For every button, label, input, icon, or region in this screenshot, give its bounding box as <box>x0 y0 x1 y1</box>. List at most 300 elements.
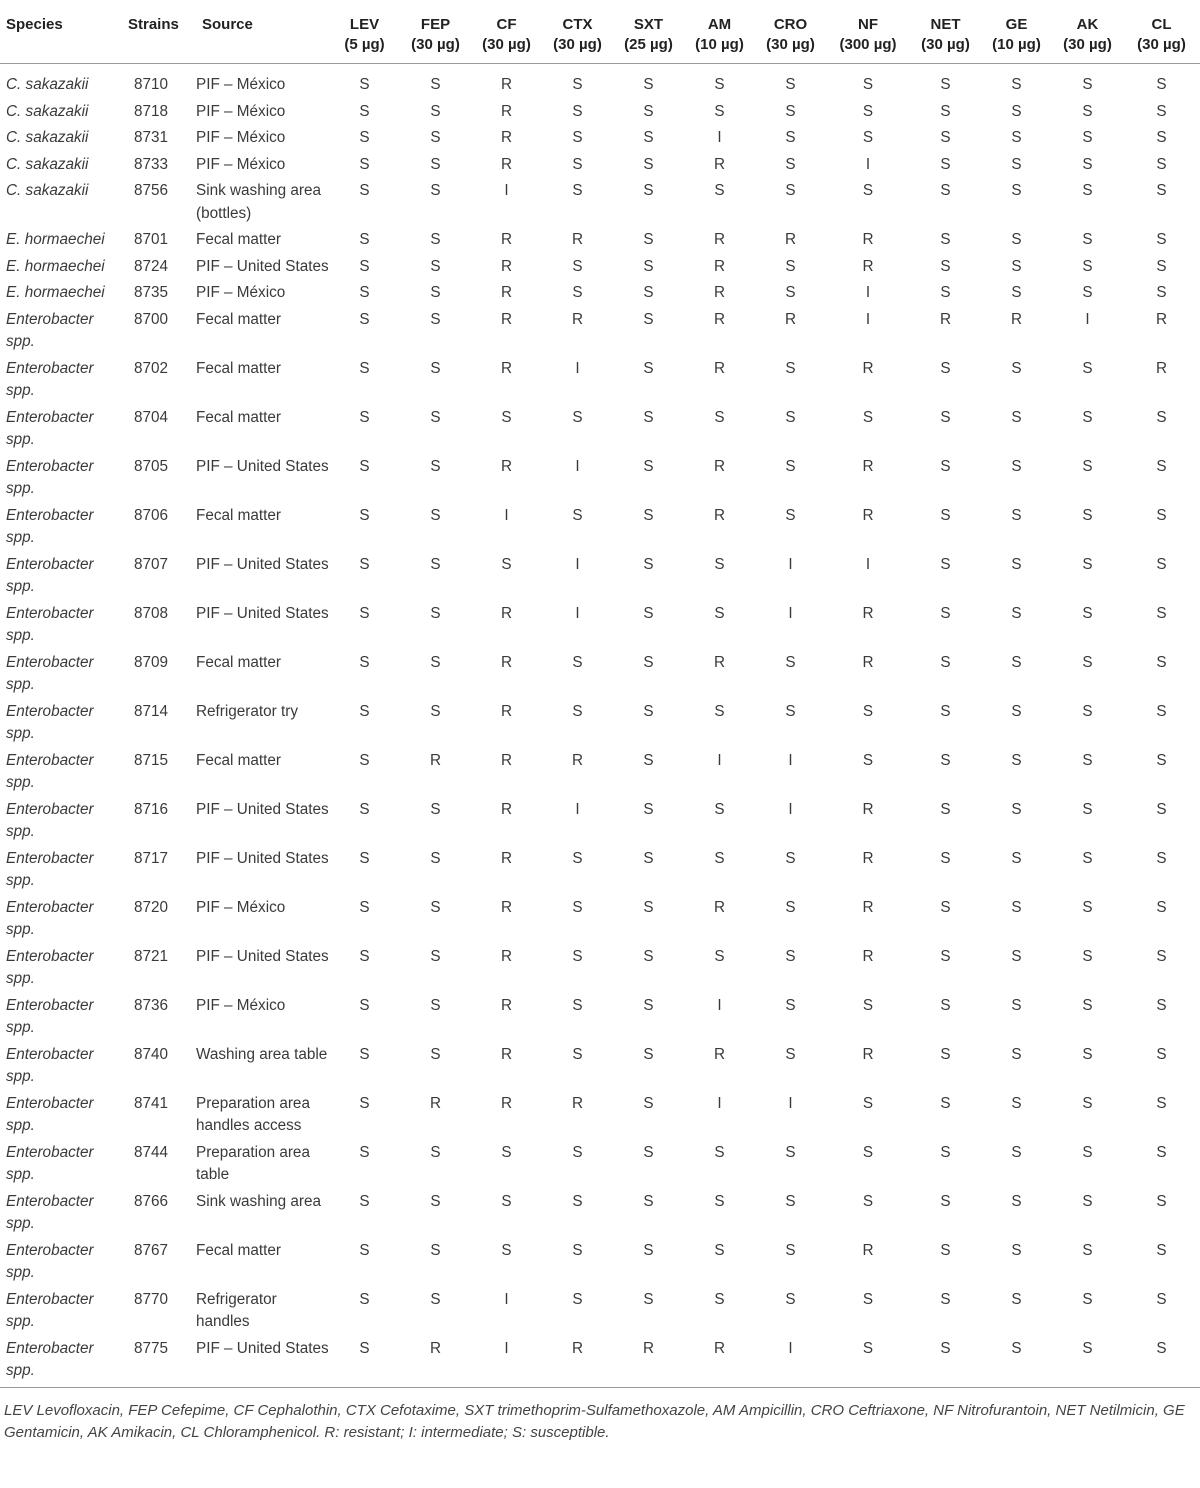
result-cell-ge: S <box>1011 359 1022 377</box>
result-cell-sxt: S <box>643 947 654 965</box>
strain-cell: 8700 <box>134 310 169 328</box>
table-row <box>0 282 1200 309</box>
result-cell-lev: S <box>359 257 370 275</box>
species-cell: E. hormaechei <box>6 231 105 248</box>
result-cell-nf: S <box>862 408 874 426</box>
result-cell-ak: S <box>1082 257 1093 275</box>
table-body <box>0 64 1200 1388</box>
species-cell: Enterobacter spp. <box>6 898 94 938</box>
species-cell: Enterobacter spp. <box>6 310 94 350</box>
result-cell-ge: S <box>1011 155 1022 173</box>
species-cell: E. hormaechei <box>6 257 105 275</box>
source-cell: Sink washing area (bottles) <box>196 182 321 222</box>
result-cell-sxt: S <box>643 359 654 377</box>
antibiotic-code: CL <box>1151 16 1172 33</box>
result-cell-cl: S <box>1156 947 1167 965</box>
species-cell: Enterobacter spp. <box>6 996 94 1036</box>
result-cell-cf: R <box>500 947 513 965</box>
result-cell-cro: S <box>785 408 796 426</box>
result-cell-ctx: R <box>571 1339 584 1357</box>
result-cell-sxt: S <box>643 231 654 248</box>
result-cell-nf: S <box>862 1192 874 1210</box>
result-cell-sxt: S <box>643 506 654 524</box>
result-cell-ctx: S <box>572 76 583 93</box>
strain-cell: 8718 <box>134 102 169 120</box>
result-cell-cf: R <box>500 359 513 377</box>
result-cell-ge: S <box>1011 1339 1022 1357</box>
result-cell-am: R <box>713 257 726 275</box>
antibiotic-code: LEV <box>349 16 380 33</box>
result-cell-cl: S <box>1156 155 1167 173</box>
header-ctx <box>542 0 613 64</box>
result-cell-ge: S <box>1011 653 1022 671</box>
result-cell-fep: R <box>429 751 442 769</box>
antibiotic-code: SXT <box>633 16 664 33</box>
result-cell-cl: S <box>1156 800 1167 818</box>
result-cell-am: I <box>717 751 722 769</box>
result-cell-cf: S <box>501 1192 512 1210</box>
source-cell: PIF – United States <box>196 604 329 622</box>
species-cell: Enterobacter spp. <box>6 408 94 448</box>
table-row <box>0 1289 1200 1338</box>
result-cell-ak: S <box>1082 506 1093 524</box>
result-cell-ak: S <box>1082 231 1093 248</box>
result-cell-fep: S <box>430 996 441 1014</box>
result-cell-ge: S <box>1011 1290 1022 1308</box>
result-cell-lev: S <box>359 604 370 622</box>
result-cell-ctx: I <box>575 604 580 622</box>
result-cell-nf: S <box>862 1290 874 1308</box>
result-cell-cl: S <box>1156 751 1167 769</box>
result-cell-lev: S <box>359 555 370 573</box>
strain-cell: 8702 <box>134 359 169 377</box>
result-cell-sxt: S <box>643 102 654 120</box>
species-cell: Enterobacter spp. <box>6 800 94 840</box>
result-cell-am: I <box>717 129 722 146</box>
result-cell-ge: S <box>1011 996 1022 1014</box>
species-cell: Enterobacter spp. <box>6 1339 94 1379</box>
result-cell-cf: R <box>500 800 513 818</box>
species-cell: C. sakazakii <box>6 102 89 120</box>
source-cell: Fecal matter <box>196 408 282 426</box>
result-cell-cro: S <box>785 155 796 173</box>
result-cell-net: S <box>940 182 951 199</box>
result-cell-cl: R <box>1155 310 1168 328</box>
table-row <box>0 1142 1200 1191</box>
result-cell-fep: S <box>430 604 441 622</box>
result-cell-net: S <box>940 898 951 916</box>
result-cell-net: S <box>940 1192 951 1210</box>
result-cell-am: S <box>714 604 725 622</box>
result-cell-cro: S <box>785 359 796 377</box>
result-cell-ak: S <box>1082 1192 1093 1210</box>
source-cell: PIF – México <box>196 898 286 916</box>
result-cell-ge: R <box>1010 310 1023 328</box>
result-cell-ge: S <box>1011 849 1022 867</box>
result-cell-cro: S <box>785 102 796 120</box>
result-cell-lev: S <box>359 800 370 818</box>
strain-cell: 8721 <box>134 947 169 965</box>
result-cell-ctx: S <box>572 1241 583 1259</box>
result-cell-ak: S <box>1082 1143 1093 1161</box>
result-cell-ak: S <box>1082 1045 1093 1063</box>
result-cell-ctx: S <box>572 408 583 426</box>
result-cell-fep: S <box>430 76 441 93</box>
result-cell-sxt: S <box>643 310 654 328</box>
result-cell-ak: S <box>1082 129 1093 146</box>
result-cell-am: R <box>713 1045 726 1063</box>
result-cell-ak: S <box>1082 604 1093 622</box>
result-cell-cl: S <box>1156 129 1167 146</box>
species-cell: Enterobacter spp. <box>6 947 94 987</box>
antibiotic-dose: (30 µg) <box>1137 36 1186 53</box>
result-cell-cf: R <box>500 155 513 173</box>
result-cell-ctx: I <box>575 800 580 818</box>
result-cell-cl: S <box>1156 702 1167 720</box>
result-cell-cf: R <box>500 751 513 769</box>
result-cell-nf: R <box>862 1045 874 1063</box>
result-cell-am: S <box>714 947 725 965</box>
result-cell-fep: S <box>430 129 441 146</box>
species-cell: Enterobacter spp. <box>6 1241 94 1281</box>
strain-cell: 8708 <box>134 604 169 622</box>
result-cell-fep: S <box>430 310 441 328</box>
result-cell-ge: S <box>1011 604 1022 622</box>
result-cell-cf: R <box>500 310 513 328</box>
result-cell-cl: S <box>1156 898 1167 916</box>
result-cell-ge: S <box>1011 702 1022 720</box>
result-cell-am: S <box>714 702 725 720</box>
header-nf <box>826 0 910 64</box>
result-cell-lev: S <box>359 849 370 867</box>
antibiotic-dose: (300 µg) <box>839 36 897 53</box>
strain-cell: 8724 <box>134 257 169 275</box>
result-cell-ge: S <box>1011 457 1022 475</box>
result-cell-cro: S <box>785 257 796 275</box>
result-cell-cf: R <box>500 996 513 1014</box>
result-cell-nf: R <box>862 257 874 275</box>
result-cell-fep: S <box>430 849 441 867</box>
result-cell-net: S <box>940 702 951 720</box>
antibiotic-dose: (30 µg) <box>766 36 815 53</box>
result-cell-cl: S <box>1156 284 1167 301</box>
result-cell-lev: S <box>359 1094 370 1112</box>
result-cell-ak: S <box>1082 702 1093 720</box>
result-cell-ge: S <box>1011 182 1022 199</box>
result-cell-cro: S <box>785 1192 796 1210</box>
result-cell-ge: S <box>1011 800 1022 818</box>
table-row <box>0 995 1200 1044</box>
result-cell-am: S <box>714 800 725 818</box>
result-cell-cl: S <box>1156 257 1167 275</box>
antibiotic-dose: (30 µg) <box>921 36 970 53</box>
result-cell-lev: S <box>359 1290 370 1308</box>
result-cell-sxt: S <box>643 457 654 475</box>
result-cell-ak: S <box>1082 1241 1093 1259</box>
antibiotic-dose: (30 µg) <box>411 36 460 53</box>
result-cell-cf: R <box>500 129 513 146</box>
table-row <box>0 256 1200 283</box>
strain-cell: 8710 <box>134 76 169 93</box>
result-cell-sxt: S <box>643 1241 654 1259</box>
result-cell-cro: S <box>785 182 796 199</box>
result-cell-cro: S <box>785 1045 796 1063</box>
result-cell-cl: R <box>1155 359 1168 377</box>
result-cell-cf: I <box>504 1339 509 1357</box>
result-cell-ctx: S <box>572 506 583 524</box>
result-cell-cro: S <box>785 996 796 1014</box>
result-cell-am: R <box>713 898 726 916</box>
result-cell-ge: S <box>1011 129 1022 146</box>
result-cell-sxt: S <box>643 1045 654 1063</box>
result-cell-net: S <box>940 1045 951 1063</box>
strain-cell: 8704 <box>134 408 169 426</box>
result-cell-ak: S <box>1082 555 1093 573</box>
result-cell-sxt: S <box>643 155 654 173</box>
result-cell-ctx: S <box>572 1192 583 1210</box>
result-cell-cf: R <box>500 702 513 720</box>
result-cell-net: S <box>940 359 951 377</box>
result-cell-ge: S <box>1011 231 1022 248</box>
antibiotic-code: GE <box>1005 16 1028 33</box>
result-cell-ctx: S <box>572 849 583 867</box>
result-cell-cro: S <box>785 653 796 671</box>
result-cell-net: S <box>940 653 951 671</box>
result-cell-ctx: S <box>572 898 583 916</box>
species-cell: Enterobacter spp. <box>6 604 94 644</box>
result-cell-lev: S <box>359 76 370 93</box>
source-cell: PIF – México <box>196 102 286 120</box>
result-cell-ak: S <box>1082 76 1093 93</box>
result-cell-ak: S <box>1082 751 1093 769</box>
antibiotic-code: CTX <box>562 16 593 33</box>
result-cell-ge: S <box>1011 1192 1022 1210</box>
result-cell-cf: R <box>500 257 513 275</box>
result-cell-nf: R <box>862 653 874 671</box>
result-cell-am: S <box>714 76 725 93</box>
result-cell-cl: S <box>1156 408 1167 426</box>
result-cell-sxt: S <box>643 1192 654 1210</box>
result-cell-cf: I <box>504 182 509 199</box>
source-cell: Fecal matter <box>196 359 282 377</box>
result-cell-sxt: S <box>643 702 654 720</box>
table-row <box>0 1338 1200 1388</box>
antibiotic-dose: (10 µg) <box>992 36 1041 53</box>
result-cell-sxt: S <box>643 653 654 671</box>
result-cell-cl: S <box>1156 1045 1167 1063</box>
result-cell-net: S <box>940 849 951 867</box>
table-row <box>0 456 1200 505</box>
result-cell-nf: I <box>865 155 871 173</box>
species-cell: C. sakazakii <box>6 76 89 93</box>
result-cell-net: S <box>940 155 951 173</box>
result-cell-fep: S <box>430 506 441 524</box>
result-cell-ak: S <box>1082 408 1093 426</box>
result-cell-am: R <box>713 457 726 475</box>
table-row <box>0 603 1200 652</box>
antibiotic-dose: (30 µg) <box>553 36 602 53</box>
header-am <box>684 0 755 64</box>
source-cell: PIF – México <box>196 76 286 93</box>
result-cell-net: S <box>940 129 951 146</box>
result-cell-fep: S <box>430 408 441 426</box>
result-cell-fep: S <box>430 457 441 475</box>
result-cell-net: S <box>940 457 951 475</box>
source-cell: Fecal matter <box>196 506 282 524</box>
table-row <box>0 505 1200 554</box>
result-cell-ak: S <box>1082 182 1093 199</box>
result-cell-cro: I <box>788 555 793 573</box>
antibiotic-code: NF <box>858 16 878 33</box>
result-cell-ge: S <box>1011 76 1022 93</box>
result-cell-ge: S <box>1011 947 1022 965</box>
result-cell-ctx: S <box>572 129 583 146</box>
result-cell-fep: S <box>430 1143 441 1161</box>
antibiotic-dose: (25 µg) <box>624 36 673 53</box>
header-strains: Strains <box>126 0 194 64</box>
species-cell: Enterobacter spp. <box>6 849 94 889</box>
result-cell-cro: I <box>788 1339 793 1357</box>
result-cell-cro: I <box>788 800 793 818</box>
species-cell: C. sakazakii <box>6 155 89 173</box>
strain-cell: 8720 <box>134 898 169 916</box>
result-cell-lev: S <box>359 898 370 916</box>
result-cell-cro: S <box>785 947 796 965</box>
result-cell-cl: S <box>1156 506 1167 524</box>
species-cell: Enterobacter spp. <box>6 1290 94 1330</box>
result-cell-net: S <box>940 751 951 769</box>
result-cell-cro: S <box>785 129 796 146</box>
result-cell-cl: S <box>1156 1339 1167 1357</box>
result-cell-ak: S <box>1082 1094 1093 1112</box>
result-cell-nf: S <box>862 1143 874 1161</box>
result-cell-cf: S <box>501 1143 512 1161</box>
header-fep <box>400 0 471 64</box>
result-cell-sxt: S <box>643 751 654 769</box>
antibiotic-code: CF <box>496 16 517 33</box>
result-cell-ge: S <box>1011 1045 1022 1063</box>
result-cell-cf: R <box>500 653 513 671</box>
result-cell-am: R <box>713 506 726 524</box>
table-row <box>0 1044 1200 1093</box>
result-cell-ak: S <box>1082 457 1093 475</box>
result-cell-ctx: S <box>572 1045 583 1063</box>
result-cell-ge: S <box>1011 102 1022 120</box>
result-cell-nf: I <box>865 310 871 328</box>
result-cell-am: I <box>717 996 722 1014</box>
species-cell: Enterobacter spp. <box>6 702 94 742</box>
result-cell-ctx: S <box>572 996 583 1014</box>
result-cell-cl: S <box>1156 996 1167 1014</box>
result-cell-am: S <box>714 1290 725 1308</box>
result-cell-cf: R <box>500 76 513 93</box>
result-cell-cf: R <box>500 231 513 248</box>
result-cell-am: R <box>713 310 726 328</box>
result-cell-ctx: I <box>575 359 580 377</box>
strain-cell: 8735 <box>134 284 169 301</box>
result-cell-fep: S <box>430 284 441 301</box>
result-cell-lev: S <box>359 155 370 173</box>
result-cell-ak: S <box>1082 359 1093 377</box>
result-cell-ctx: S <box>572 1143 583 1161</box>
result-cell-fep: S <box>430 102 441 120</box>
result-cell-ak: S <box>1082 898 1093 916</box>
result-cell-lev: S <box>359 102 370 120</box>
table-row <box>0 154 1200 181</box>
result-cell-am: R <box>713 231 726 248</box>
strain-cell: 8766 <box>134 1192 169 1210</box>
result-cell-fep: S <box>430 947 441 965</box>
header-net <box>910 0 981 64</box>
species-cell: Enterobacter spp. <box>6 653 94 693</box>
table-row <box>0 750 1200 799</box>
strain-cell: 8701 <box>134 231 169 248</box>
result-cell-cl: S <box>1156 182 1167 199</box>
source-cell: Fecal matter <box>196 231 282 248</box>
strain-cell: 8705 <box>134 457 169 475</box>
antibiotic-code: FEP <box>420 16 451 33</box>
result-cell-nf: R <box>862 231 874 248</box>
result-cell-net: S <box>940 1290 951 1308</box>
species-cell: Enterobacter spp. <box>6 506 94 546</box>
result-cell-cro: S <box>785 702 796 720</box>
result-cell-ctx: S <box>572 284 583 301</box>
result-cell-nf: S <box>862 751 874 769</box>
result-cell-fep: S <box>430 555 441 573</box>
result-cell-ge: S <box>1011 1143 1022 1161</box>
source-cell: PIF – United States <box>196 947 329 965</box>
result-cell-sxt: S <box>643 182 654 199</box>
result-cell-cro: I <box>788 751 793 769</box>
result-cell-cf: R <box>500 1045 513 1063</box>
result-cell-fep: S <box>430 182 441 199</box>
result-cell-nf: R <box>862 947 874 965</box>
source-cell: PIF – México <box>196 284 286 301</box>
result-cell-sxt: S <box>643 604 654 622</box>
result-cell-cl: S <box>1156 1290 1167 1308</box>
result-cell-fep: S <box>430 653 441 671</box>
result-cell-ctx: R <box>571 231 584 248</box>
result-cell-cf: R <box>500 849 513 867</box>
result-cell-nf: S <box>862 702 874 720</box>
result-cell-sxt: S <box>643 849 654 867</box>
species-cell: Enterobacter spp. <box>6 1094 94 1134</box>
species-cell: Enterobacter spp. <box>6 1192 94 1232</box>
result-cell-am: S <box>714 102 725 120</box>
source-cell: Fecal matter <box>196 310 282 328</box>
result-cell-nf: R <box>862 898 874 916</box>
result-cell-lev: S <box>359 653 370 671</box>
antibiotic-dose: (10 µg) <box>695 36 744 53</box>
species-cell: C. sakazakii <box>6 129 89 146</box>
result-cell-cl: S <box>1156 1143 1167 1161</box>
result-cell-nf: S <box>862 102 874 120</box>
result-cell-lev: S <box>359 1192 370 1210</box>
result-cell-cf: I <box>504 506 509 524</box>
result-cell-nf: S <box>862 76 874 93</box>
result-cell-net: S <box>940 231 951 248</box>
result-cell-ge: S <box>1011 506 1022 524</box>
result-cell-nf: I <box>865 284 871 301</box>
result-cell-ak: S <box>1082 284 1093 301</box>
result-cell-cro: I <box>788 1094 793 1112</box>
result-cell-nf: S <box>862 1339 874 1357</box>
strain-cell: 8733 <box>134 155 169 173</box>
result-cell-lev: S <box>359 359 370 377</box>
result-cell-ge: S <box>1011 1094 1022 1112</box>
strain-cell: 8731 <box>134 129 169 146</box>
result-cell-cf: R <box>500 604 513 622</box>
